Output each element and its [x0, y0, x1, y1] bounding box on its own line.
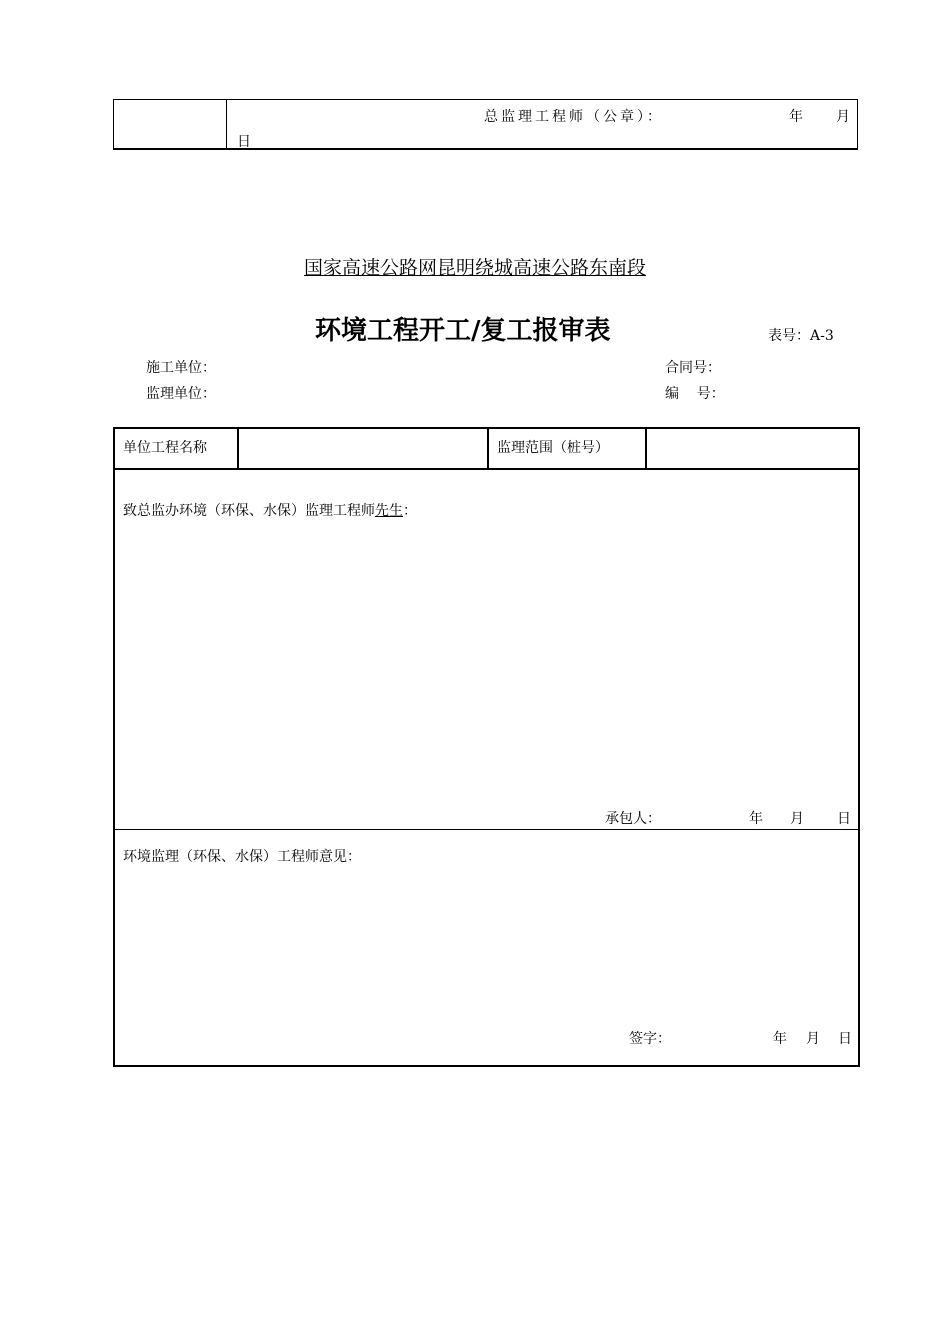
unit-project-name-field[interactable] — [239, 429, 489, 468]
addressee-prefix: 致总监办环境（环保、水保）监理工程师 — [123, 503, 375, 519]
project-subtitle: 国家高速公路网昆明绕城高速公路东南段 — [303, 257, 646, 279]
previous-form-footer — [113, 99, 858, 150]
serial-number-label: 编 号： — [665, 386, 725, 402]
supervision-scope-label: 监理范围（桩号） — [489, 429, 647, 468]
day-label: 日 — [837, 811, 851, 827]
year-label: 年 — [773, 1031, 787, 1047]
engineer-opinion-section — [115, 830, 858, 1065]
signature-label: 签字： — [629, 1031, 671, 1047]
project-info-row — [115, 429, 858, 470]
application-section — [115, 470, 858, 830]
form-number: 表号：A-3 — [768, 328, 834, 344]
form-title: 环境工程开工/复工报审表 — [315, 316, 611, 346]
addressee-title: 先生 — [375, 503, 403, 519]
chief-engineer-seal-label: 总监理工程师（公章）： — [484, 109, 664, 125]
engineer-opinion-label: 环境监理（环保、水保）工程师意见： — [123, 849, 361, 865]
month-label: 月 — [790, 811, 804, 827]
month-label: 月 — [836, 109, 850, 125]
year-label: 年 — [789, 109, 803, 125]
supervision-unit-label: 监理单位： — [146, 386, 216, 402]
contractor-unit-label: 施工单位： — [146, 360, 216, 376]
day-label: 日 — [838, 1031, 852, 1047]
addressee-colon: ： — [403, 503, 417, 519]
contractor-signature-label: 承包人： — [605, 811, 661, 827]
contract-number-label: 合同号： — [665, 360, 721, 376]
blank-label-cell — [114, 100, 227, 148]
month-label: 月 — [806, 1031, 820, 1047]
unit-project-name-label: 单位工程名称 — [115, 429, 239, 468]
supervision-scope-field[interactable] — [647, 429, 858, 468]
addressee-line — [123, 500, 417, 520]
day-label: 日 — [237, 134, 251, 150]
approval-form-table — [113, 427, 860, 1067]
year-label: 年 — [749, 811, 763, 827]
